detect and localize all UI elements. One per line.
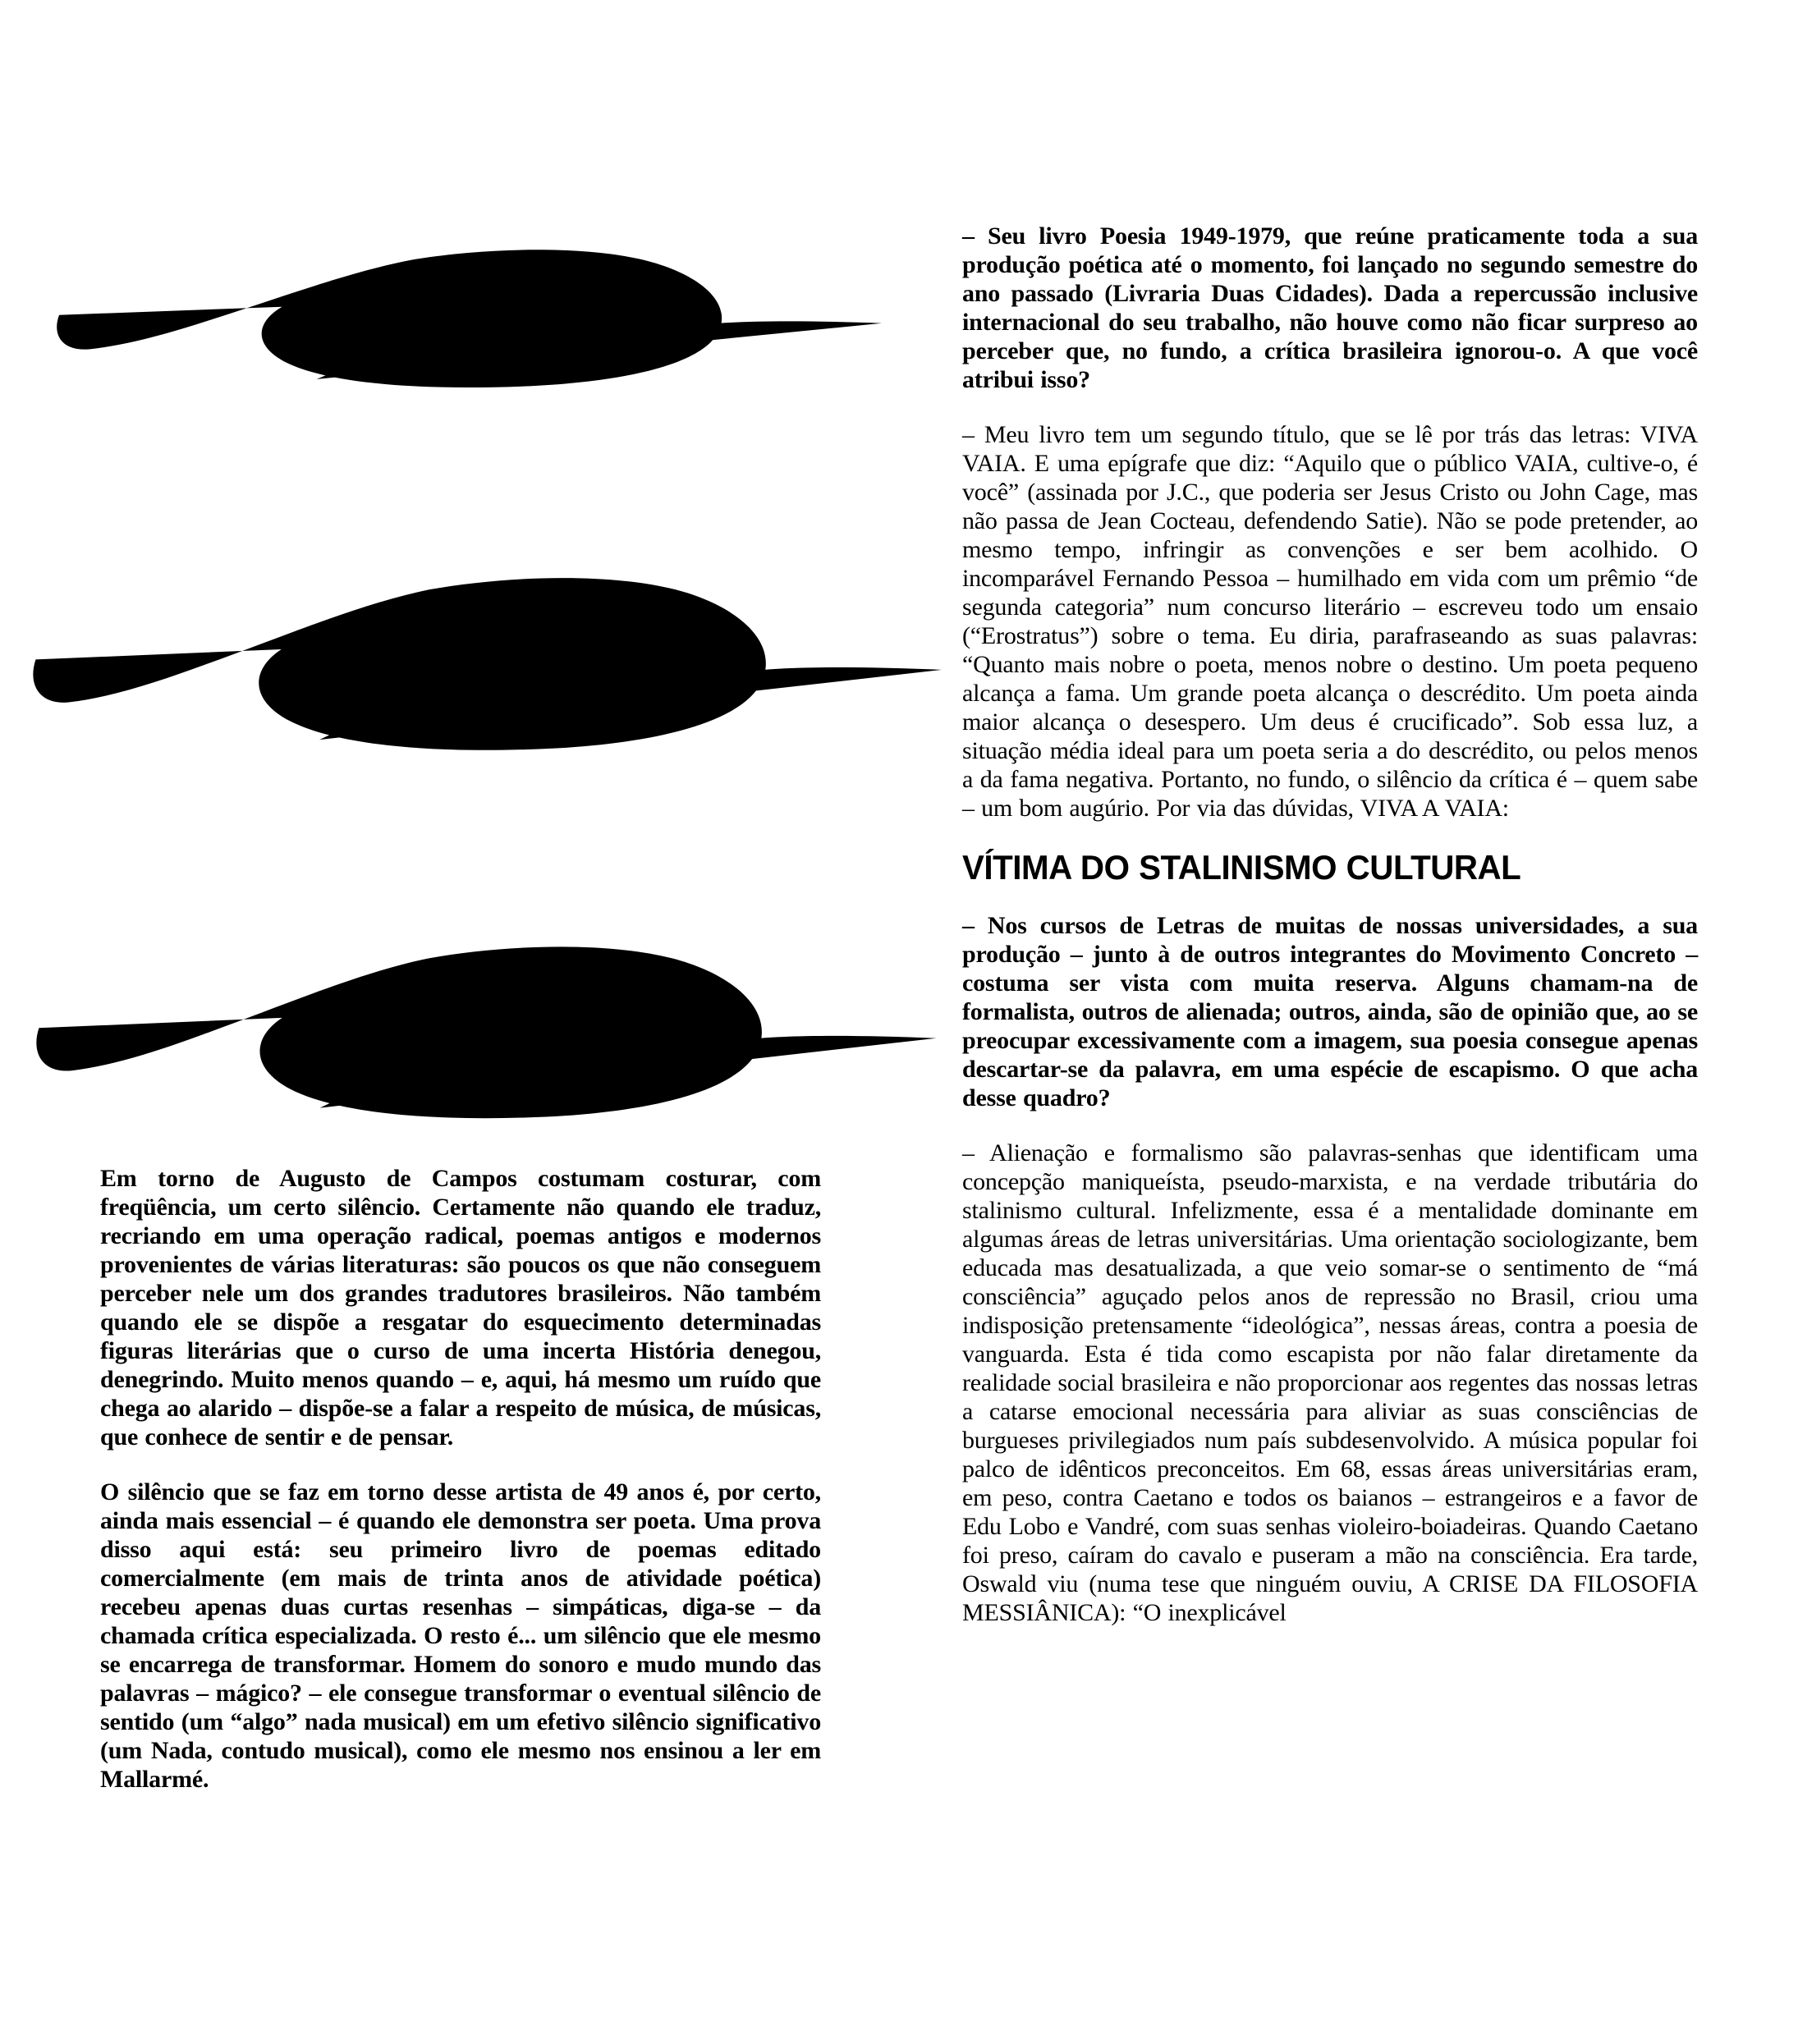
section-heading: VÍTIMA DO STALINISMO CULTURAL — [962, 848, 1521, 887]
intro-paragraph-1: Em torno de Augusto de Campos costumam costurar, com freqüência, um certo silêncio. Certamente não quando ele traduz, recriando em uma operação radical, poemas antigos e modernos provenientes de várias literaturas: são poucos os que não conseguem perceber nele um dos grandes tradutores brasileiros. Não também quando ele se dispõe a resgatar do esquecimento determinadas figuras literárias que o curso de uma incerta História denegou, denegrindo. Muito menos quando – e, aqui, há mesmo um ruído que chega ao alarido – dispõe-se a falar a respeito de música, de músicas, que conhece de sentir e de pensar. — [100, 1165, 821, 1451]
intro-column — [100, 1164, 821, 1820]
interview-question-2: – Nos cursos de Letras de muitas de nossas universidades, a sua produção – junto à de outros integrantes do Movimento Concreto – costuma ser vista com muita reserva. Alguns chamam-na de formalista, outros de alienada; outros, ainda, são de opinião que, ao se preocupar excessivamente com a imagem, sua poesia consegue apenas descartar-se da palavra, em uma espécie de escapismo. O que acha desse quadro? — [962, 912, 1698, 1111]
intro-paragraph-2: O silêncio que se faz em torno desse artista de 49 anos é, por certo, ainda mais essencial – é quando ele demonstra ser poeta. Uma prova disso aqui está: seu primeiro livro de poemas editado comercialmente (em mais de trinta anos de atividade poética) recebeu apenas duas curtas resenhas – simpáticas, diga-se – da chamada crítica especializada. O resto é... um silêncio que ele mesmo se encarrega de transformar. Homem do sonoro e mudo mundo das palavras – mágico? – ele consegue transformar o eventual silêncio de sentido (um “algo” nada musical) em um efetivo silêncio significativo (um Nada, contudo musical), como ele mesmo nos ensinou a ler em Mallarmé. — [100, 1478, 821, 1793]
signature-scrawl-1 — [48, 231, 893, 424]
interview-answer-2: – Alienação e formalismo são palavras-senhas que identificam uma concepção maniqueísta, pseudo-marxista, e na verdade tributária do stalinismo cultural. Infelizmente, essa é a mentalidade dominante em algumas áreas de letras universitárias. Uma orientação sociologizante, bem educada mas desatualizada, a que veio somar-se o sentimento de “má consciência” aguçado pelos anos de repressão no Brasil, criou uma indisposição pretensamente “ideológica”, nessas áreas, contra a poesia de vanguarda. Esta é tida como escapista por não falar diretamente da realidade social brasileira e não proporcionar aos regentes das nossas letras a catarse emocional necessária para aliviar as suas consciências de burgueses privilegiados num país subdesenvolvido. A música popular foi palco de idênticos preconceitos. Em 68, essas áreas universitárias eram, em peso, contra Caetano e todos os baianos – estrangeiros e a favor de Edu Lobo e Vandré, com suas senhas violeiro-boiadeiras. Quando Caetano foi preso, caíram do cavalo e puseram a mão na consciência. Era tarde, Oswald viu (numa tese que ninguém ouviu, A CRISE DA FILOSOFIA MESSIÂNICA): “O inexplicável — [962, 1139, 1698, 1626]
interview-column — [962, 222, 1698, 1653]
signature-scrawl-3 — [23, 926, 955, 1156]
interview-answer-1: – Meu livro tem um segundo título, que se lê por trás das letras: VIVA VAIA. E uma epígrafe que diz: “Aquilo que o público VAIA, cultive-o, é você” (assinada por J.C., que poderia ser Jesus Cristo ou John Cage, mas não passa de Jean Cocteau, defendendo Satie). Não se pode pretender, ao mesmo tempo, infringir as convenções e ser bem acolhido. O incomparável Fernando Pessoa – humilhado em vida com um prêmio “de segunda categoria” num concurso literário – escreveu todo um ensaio (“Erostratus”) sobre o tema. Eu diria, parafraseando as suas palavras: “Quanto mais nobre o poeta, menos nobre o destino. Um poeta pequeno alcança a fama. Um grande poeta alcança o descrédito. Um poeta ainda maior alcança o desespero. Um deus é crucificado”. Sob essa luz, a situação média ideal para um poeta seria a do descrédito, ou pelos menos a da fama negativa. Portanto, no fundo, o silêncio da crítica é – quem sabe – um bom augúrio. Por via das dúvidas, VIVA A VAIA: — [962, 421, 1698, 822]
signature-scrawl-2 — [23, 552, 955, 790]
interview-question-1: – Seu livro Poesia 1949-1979, que reúne praticamente toda a sua produção poética até o momento, foi lançado no segundo semestre do ano passado (Livraria Duas Cidades). Dada a repercussão inclusive internacional do seu trabalho, não houve como não ficar surpreso ao perceber que, no fundo, a crítica brasileira ignorou-o. A que você atribui isso? — [962, 222, 1698, 393]
